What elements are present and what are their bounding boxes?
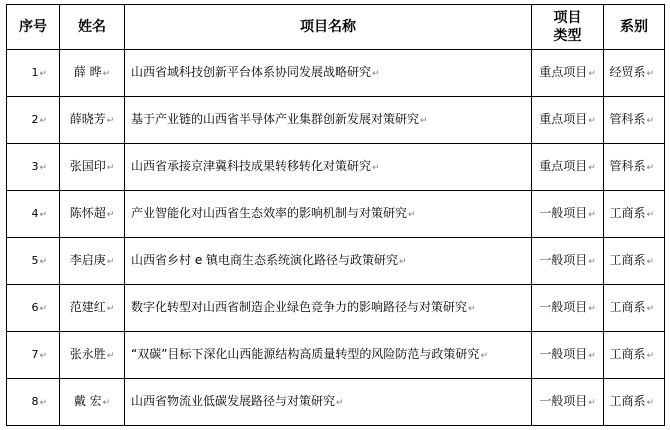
cell-title bbox=[125, 191, 532, 238]
cell-title-text: “双碳”目标下深化山西能源结构高质量转型的风险防范与政策研究 bbox=[131, 347, 480, 361]
cell-name bbox=[60, 50, 125, 97]
header-no: 序号 bbox=[7, 5, 60, 50]
paragraph-mark-icon: ↵ bbox=[39, 256, 47, 267]
cell-dept bbox=[604, 332, 665, 379]
cell-dept-text: 工商系 bbox=[609, 206, 646, 220]
paragraph-mark-icon: ↵ bbox=[646, 304, 654, 314]
paragraph-mark-icon: ↵ bbox=[39, 68, 47, 79]
cell-dept bbox=[604, 191, 665, 238]
paragraph-mark-icon: ↵ bbox=[420, 116, 428, 126]
cell-type-text: 一般项目 bbox=[539, 253, 588, 267]
header-type-text: 项目 类型 bbox=[553, 10, 582, 44]
cell-dept-text: 工商系 bbox=[609, 253, 646, 267]
paragraph-mark-icon: ↵ bbox=[106, 351, 115, 361]
cell-no bbox=[7, 238, 60, 285]
cell-title-text: 山西省域科技创新平台体系协同发展战略研究 bbox=[131, 65, 372, 79]
paragraph-mark-icon: ↵ bbox=[102, 69, 111, 79]
cell-type bbox=[532, 97, 604, 144]
table-row bbox=[7, 97, 665, 144]
paragraph-mark-icon: ↵ bbox=[408, 210, 416, 220]
cell-name-text: 薛晓芳 bbox=[69, 112, 106, 126]
cell-type-text: 一般项目 bbox=[539, 300, 588, 314]
cell-name-text: 戴 宏 bbox=[73, 394, 102, 408]
paragraph-mark-icon: ↵ bbox=[39, 350, 47, 361]
table-row bbox=[7, 191, 665, 238]
cell-name bbox=[60, 238, 125, 285]
paragraph-mark-icon: ↵ bbox=[372, 163, 380, 173]
cell-no bbox=[7, 50, 60, 97]
cell-no bbox=[7, 191, 60, 238]
paragraph-mark-icon: ↵ bbox=[106, 304, 115, 314]
paragraph-mark-icon: ↵ bbox=[646, 210, 654, 220]
table-row bbox=[7, 50, 665, 97]
cell-dept bbox=[604, 285, 665, 332]
cell-type bbox=[532, 191, 604, 238]
cell-name-text: 薛 晔 bbox=[73, 65, 102, 79]
cell-dept-text: 管科系 bbox=[609, 112, 646, 126]
cell-dept bbox=[604, 238, 665, 285]
cell-type bbox=[532, 144, 604, 191]
paragraph-mark-icon: ↵ bbox=[588, 398, 596, 408]
paragraph-mark-icon: ↵ bbox=[106, 116, 115, 126]
paragraph-mark-icon: ↵ bbox=[106, 257, 115, 267]
table-row bbox=[7, 379, 665, 426]
cell-type-text: 一般项目 bbox=[539, 347, 588, 361]
cell-no-text: 8 bbox=[31, 394, 39, 408]
cell-title bbox=[125, 285, 532, 332]
paragraph-mark-icon: ↵ bbox=[646, 398, 654, 408]
cell-type-text: 一般项目 bbox=[539, 206, 588, 220]
table-row bbox=[7, 144, 665, 191]
cell-no-text: 6 bbox=[31, 300, 39, 314]
cell-name bbox=[60, 191, 125, 238]
paragraph-mark-icon: ↵ bbox=[106, 210, 115, 220]
cell-dept-text: 管科系 bbox=[609, 159, 646, 173]
cell-title bbox=[125, 379, 532, 426]
cell-type-text: 重点项目 bbox=[539, 65, 588, 79]
cell-type bbox=[532, 379, 604, 426]
cell-type bbox=[532, 332, 604, 379]
cell-title bbox=[125, 332, 532, 379]
paragraph-mark-icon: ↵ bbox=[646, 163, 654, 173]
cell-title bbox=[125, 144, 532, 191]
cell-title bbox=[125, 238, 532, 285]
header-row bbox=[7, 5, 665, 50]
cell-type-text: 一般项目 bbox=[539, 394, 588, 408]
paragraph-mark-icon: ↵ bbox=[39, 303, 47, 314]
cell-title-text: 产业智能化对山西省生态效率的影响机制与对策研究 bbox=[131, 206, 408, 220]
paragraph-mark-icon: ↵ bbox=[39, 115, 47, 126]
cell-name-text: 陈怀超 bbox=[69, 206, 106, 220]
cell-dept-text: 经贸系 bbox=[609, 65, 646, 79]
cell-name-text: 张国印 bbox=[69, 159, 106, 173]
table-row bbox=[7, 285, 665, 332]
cell-name bbox=[60, 379, 125, 426]
cell-no-text: 4 bbox=[31, 206, 39, 220]
cell-no bbox=[7, 144, 60, 191]
cell-title-text: 山西省乡村 e 镇电商生态系统演化路径与政策研究 bbox=[131, 253, 399, 267]
cell-no-text: 5 bbox=[31, 253, 39, 267]
paragraph-mark-icon: ↵ bbox=[102, 398, 111, 408]
cell-dept bbox=[604, 379, 665, 426]
cell-title-text: 山西省物流业低碳发展路径与对策研究 bbox=[131, 394, 336, 408]
cell-no bbox=[7, 97, 60, 144]
cell-no bbox=[7, 379, 60, 426]
paragraph-mark-icon: ↵ bbox=[336, 398, 344, 408]
cell-name-text: 张永胜 bbox=[69, 347, 106, 361]
cell-type bbox=[532, 285, 604, 332]
paragraph-mark-icon: ↵ bbox=[646, 69, 654, 79]
header-type bbox=[532, 5, 604, 50]
cell-name bbox=[60, 144, 125, 191]
table-row bbox=[7, 332, 665, 379]
cell-name bbox=[60, 97, 125, 144]
paragraph-mark-icon: ↵ bbox=[588, 210, 596, 220]
paragraph-mark-icon: ↵ bbox=[372, 69, 380, 79]
cell-dept-text: 工商系 bbox=[609, 394, 646, 408]
paragraph-mark-icon: ↵ bbox=[480, 351, 488, 361]
cell-name-text: 范建红 bbox=[69, 300, 106, 314]
cell-no bbox=[7, 332, 60, 379]
cell-no-text: 1 bbox=[31, 65, 39, 79]
cell-no-text: 2 bbox=[31, 112, 39, 126]
cell-type-text: 重点项目 bbox=[539, 112, 588, 126]
paragraph-mark-icon: ↵ bbox=[588, 69, 596, 79]
cell-no-text: 3 bbox=[31, 159, 39, 173]
cell-type-text: 重点项目 bbox=[539, 159, 588, 173]
cell-dept bbox=[604, 144, 665, 191]
header-name: 姓名 bbox=[60, 5, 125, 50]
cell-dept-text: 工商系 bbox=[609, 347, 646, 361]
paragraph-mark-icon: ↵ bbox=[106, 163, 115, 173]
header-dept: 系别 bbox=[604, 5, 665, 50]
cell-title bbox=[125, 50, 532, 97]
cell-type bbox=[532, 50, 604, 97]
cell-name bbox=[60, 332, 125, 379]
cell-name-text: 李启庚 bbox=[69, 253, 106, 267]
paragraph-mark-icon: ↵ bbox=[468, 304, 476, 314]
paragraph-mark-icon: ↵ bbox=[588, 351, 596, 361]
cell-dept-text: 工商系 bbox=[609, 300, 646, 314]
paragraph-mark-icon: ↵ bbox=[646, 351, 654, 361]
paragraph-mark-icon: ↵ bbox=[39, 209, 47, 220]
cell-title-text: 数字化转型对山西省制造企业绿色竞争力的影响路径与对策研究 bbox=[131, 300, 468, 314]
paragraph-mark-icon: ↵ bbox=[39, 397, 47, 408]
paragraph-mark-icon: ↵ bbox=[588, 304, 596, 314]
cell-name bbox=[60, 285, 125, 332]
cell-no bbox=[7, 285, 60, 332]
paragraph-mark-icon: ↵ bbox=[39, 162, 47, 173]
cell-title-text: 基于产业链的山西省半导体产业集群创新发展对策研究 bbox=[131, 112, 420, 126]
cell-title bbox=[125, 97, 532, 144]
paragraph-mark-icon: ↵ bbox=[588, 257, 596, 267]
cell-dept bbox=[604, 50, 665, 97]
header-title: 项目名称 bbox=[125, 5, 532, 50]
cell-type bbox=[532, 238, 604, 285]
cell-no-text: 7 bbox=[31, 347, 39, 361]
paragraph-mark-icon: ↵ bbox=[588, 163, 596, 173]
paragraph-mark-icon: ↵ bbox=[399, 257, 407, 267]
paragraph-mark-icon: ↵ bbox=[646, 116, 654, 126]
cell-title-text: 山西省承接京津冀科技成果转移转化对策研究 bbox=[131, 159, 372, 173]
cell-dept bbox=[604, 97, 665, 144]
paragraph-mark-icon: ↵ bbox=[588, 116, 596, 126]
table-row bbox=[7, 238, 665, 285]
project-table bbox=[6, 4, 665, 426]
paragraph-mark-icon: ↵ bbox=[646, 257, 654, 267]
